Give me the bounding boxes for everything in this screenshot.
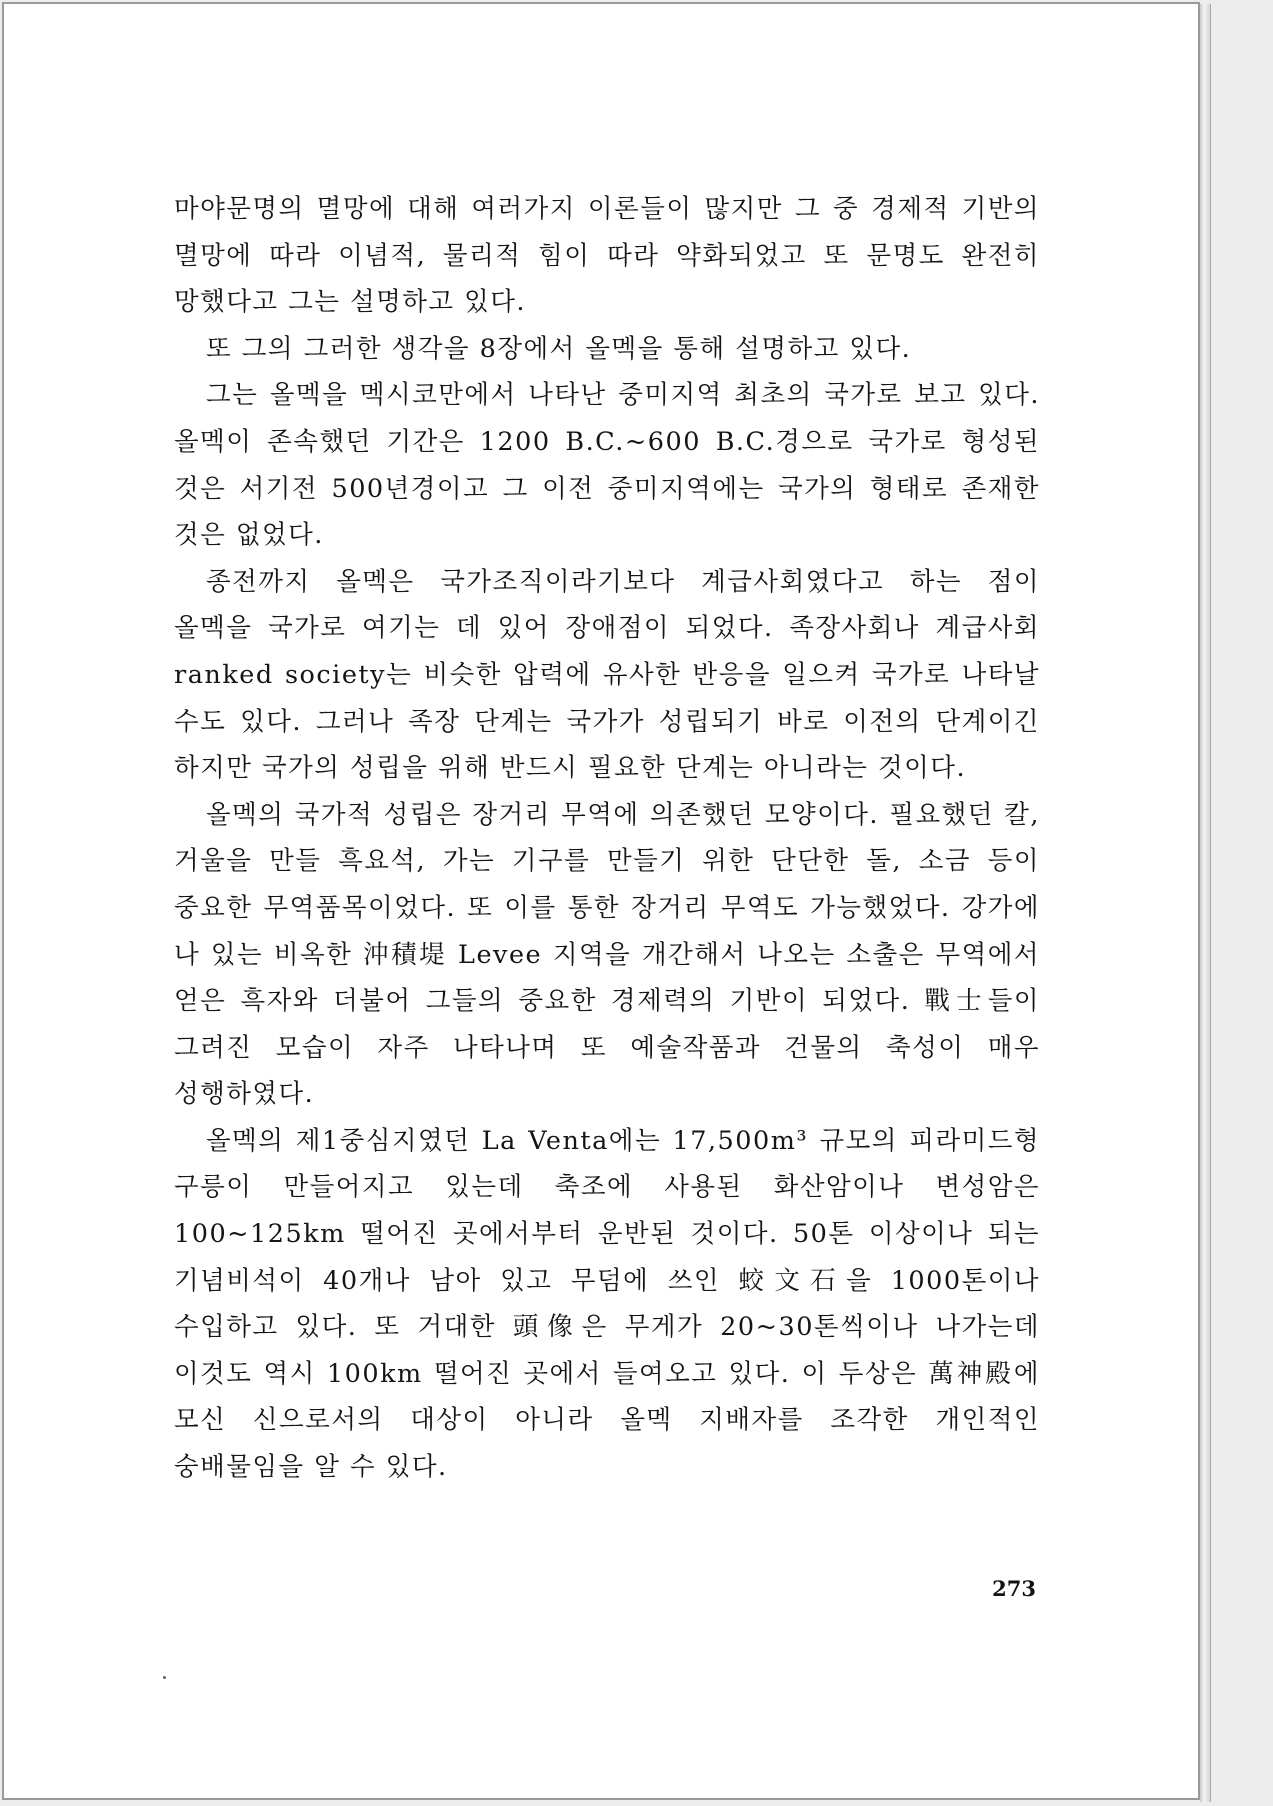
- body-text: [174, 186, 1040, 1491]
- page-number: 273: [992, 1576, 1036, 1601]
- paragraph: 그는 올멕을 멕시코만에서 나타난 중미지역 최초의 국가로 보고 있다. 올멕이 존속했던 기간은 1200 B.C.~600 B.C.경으로 국가로 형성된 것은 서기전 500년경이고 그 이전 중미지역에는 국가의 형태로 존재한 것은 없었다.: [174, 380, 1040, 551]
- book-page: [2, 2, 1200, 1800]
- paragraph: 올멕의 국가적 성립은 장거리 무역에 의존했던 모양이다. 필요했던 칼, 거울을 만들 흑요석, 가는 기구를 만들기 위한 단단한 돌, 소금 등이 중요한 무역품목이었다. 또 이를 통한 장거리 무역도 가능했었다. 강가에 나 있는 비옥한 沖積堤 Levee 지역을 개간해서 나오는 소출은 무역에서 얻은 흑자와 더불어 그들의 중요한 경제력의 기반이 되었다. 戰士들이 그려진 모습이 자주 나타나며 또 예술작품과 건물의 축성이 매우 성행하였다.: [174, 799, 1040, 1110]
- paragraph: 종전까지 올멕은 국가조직이라기보다 계급사회였다고 하는 점이 올멕을 국가로 여기는 데 있어 장애점이 되었다. 족장사회나 계급사회 ranked society는 비슷한 압력에 유사한 반응을 일으켜 국가로 나타날 수도 있다. 그러나 족장 단계는 국가가 성립되기 바로 이전의 단계이긴 하지만 국가의 성립을 위해 반드시 필요한 단계는 아니라는 것이다.: [174, 566, 1040, 784]
- paragraph: 또 그의 그러한 생각을 8장에서 올멕을 통해 설명하고 있다.: [206, 333, 912, 364]
- paragraph: 올멕의 제1중심지였던 La Venta에는 17,500m³ 규모의 피라미드형 구릉이 만들어지고 있는데 축조에 사용된 화산암이나 변성암은 100~125km 떨어진 곳에서부터 운반된 것이다. 50톤 이상이나 되는 기념비석이 40개나 남아 있고 무덤에 쓰인 蛟文石을 1000톤이나 수입하고 있다. 또 거대한 頭像은 무게가 20~30톤씩이나 나가는데 이것도 역시 100km 떨어진 곳에서 들여오고 있다. 이 두상은 萬神殿에 모신 신으로서의 대상이 아니라 올멕 지배자를 조각한 개인적인 숭배물임을 알 수 있다.: [174, 1125, 1040, 1483]
- scan-speck: [163, 1676, 166, 1679]
- paragraph: 마야문명의 멸망에 대해 여러가지 이론들이 많지만 그 중 경제적 기반의 멸망에 따라 이념적, 물리적 힘이 따라 약화되었고 또 문명도 완전히 망했다고 그는 설명하고 있다.: [174, 194, 1040, 318]
- page-edge-shadow: [1200, 4, 1211, 1802]
